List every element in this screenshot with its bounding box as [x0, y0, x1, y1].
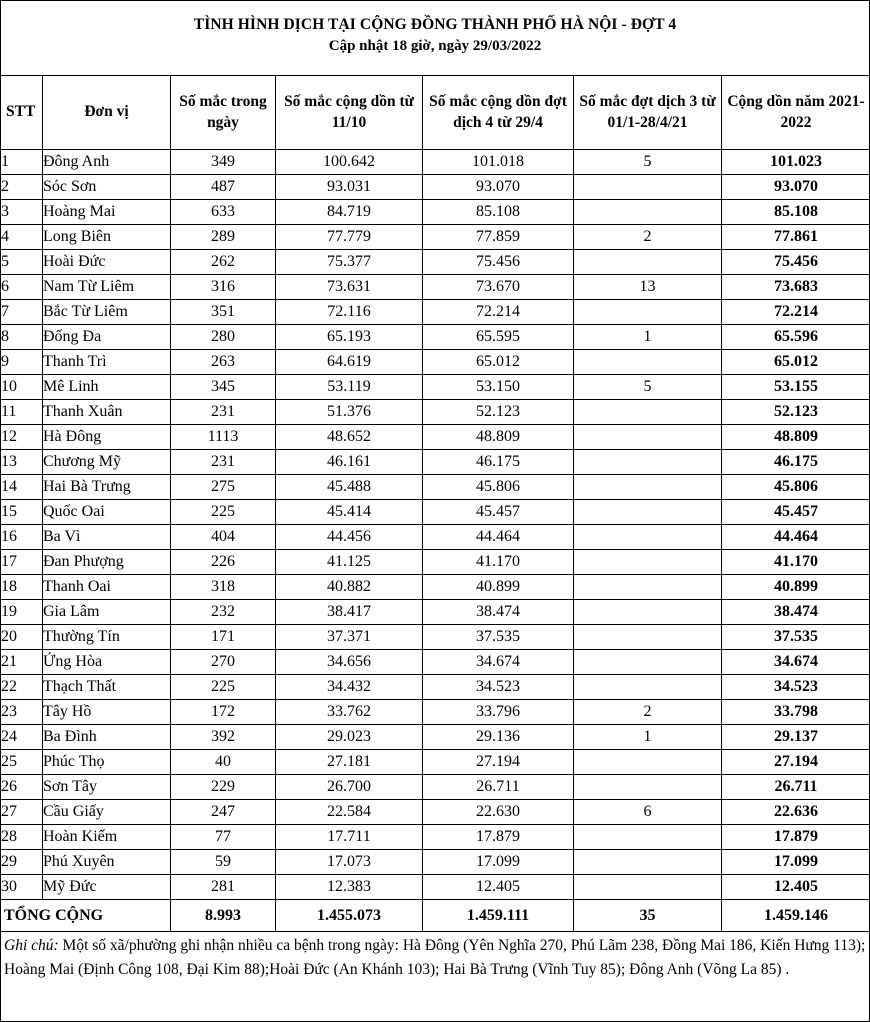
row-unit-name: Quốc Oai — [43, 500, 171, 525]
row-cumulative-wave4: 29.136 — [423, 725, 574, 750]
row-daily: 40 — [171, 750, 276, 775]
row-stt: 18 — [1, 575, 43, 600]
total-wave3: 35 — [574, 900, 722, 932]
row-total-2021-2022: 29.137 — [722, 725, 870, 750]
table-row — [1, 850, 870, 875]
row-wave3 — [574, 775, 722, 800]
row-cumulative-wave4: 45.806 — [423, 475, 574, 500]
footnote-label: Ghi chú: — [4, 937, 59, 954]
total-cumulative-1110: 1.455.073 — [276, 900, 423, 932]
row-unit-name: Ba Đình — [43, 725, 171, 750]
row-daily: 275 — [171, 475, 276, 500]
row-wave3: 2 — [574, 225, 722, 250]
row-cumulative-1110: 40.882 — [276, 575, 423, 600]
row-unit-name: Tây Hồ — [43, 700, 171, 725]
covid-cases-table — [0, 75, 870, 932]
row-total-2021-2022: 45.457 — [722, 500, 870, 525]
row-wave3 — [574, 300, 722, 325]
table-row — [1, 200, 870, 225]
row-unit-name: Thạch Thất — [43, 675, 171, 700]
report-header — [0, 0, 870, 76]
row-total-2021-2022: 27.194 — [722, 750, 870, 775]
row-daily: 345 — [171, 375, 276, 400]
row-unit-name: Sóc Sơn — [43, 175, 171, 200]
row-total-2021-2022: 45.806 — [722, 475, 870, 500]
footnote-text: Một số xã/phường ghi nhận nhiều ca bệnh trong ngày: Hà Đông (Yên Nghĩa 270, Phú Lãm 238, Đồng Mai 186, Kiến Hưng 113); Hoàng Mai (Định Công 108, Đại Kim 88);Hoài Đức (An Khánh 103); Hai Bà Trưng (Vĩnh Tuy 85); Đông Anh (Võng La 85) . — [4, 937, 866, 978]
row-unit-name: Hai Bà Trưng — [43, 475, 171, 500]
table-row — [1, 150, 870, 175]
row-unit-name: Đông Anh — [43, 150, 171, 175]
row-cumulative-1110: 12.383 — [276, 875, 423, 900]
row-wave3 — [574, 825, 722, 850]
table-row — [1, 350, 870, 375]
row-cumulative-1110: 48.652 — [276, 425, 423, 450]
row-cumulative-wave4: 38.474 — [423, 600, 574, 625]
row-cumulative-wave4: 12.405 — [423, 875, 574, 900]
row-wave3 — [574, 850, 722, 875]
row-wave3 — [574, 525, 722, 550]
row-unit-name: Bắc Từ Liêm — [43, 300, 171, 325]
row-cumulative-1110: 37.371 — [276, 625, 423, 650]
row-stt: 23 — [1, 700, 43, 725]
row-daily: 404 — [171, 525, 276, 550]
row-daily: 225 — [171, 500, 276, 525]
row-cumulative-wave4: 37.535 — [423, 625, 574, 650]
row-total-2021-2022: 41.170 — [722, 550, 870, 575]
row-unit-name: Nam Từ Liêm — [43, 275, 171, 300]
row-cumulative-wave4: 101.018 — [423, 150, 574, 175]
row-stt: 21 — [1, 650, 43, 675]
row-daily: 263 — [171, 350, 276, 375]
row-cumulative-1110: 34.432 — [276, 675, 423, 700]
row-stt: 25 — [1, 750, 43, 775]
row-daily: 225 — [171, 675, 276, 700]
row-unit-name: Hoàn Kiếm — [43, 825, 171, 850]
row-daily: 77 — [171, 825, 276, 850]
row-unit-name: Đan Phượng — [43, 550, 171, 575]
footnote — [4, 934, 866, 982]
row-unit-name: Hoàng Mai — [43, 200, 171, 225]
row-stt: 12 — [1, 425, 43, 450]
row-total-2021-2022: 17.879 — [722, 825, 870, 850]
row-daily: 232 — [171, 600, 276, 625]
row-total-2021-2022: 53.155 — [722, 375, 870, 400]
row-cumulative-wave4: 33.796 — [423, 700, 574, 725]
row-cumulative-1110: 29.023 — [276, 725, 423, 750]
row-daily: 171 — [171, 625, 276, 650]
row-daily: 633 — [171, 200, 276, 225]
row-cumulative-1110: 44.456 — [276, 525, 423, 550]
table-row — [1, 875, 870, 900]
row-wave3 — [574, 450, 722, 475]
row-total-2021-2022: 38.474 — [722, 600, 870, 625]
row-unit-name: Ba Vì — [43, 525, 171, 550]
row-stt: 1 — [1, 150, 43, 175]
table-row — [1, 650, 870, 675]
row-wave3: 5 — [574, 150, 722, 175]
row-stt: 19 — [1, 600, 43, 625]
table-row — [1, 700, 870, 725]
row-cumulative-wave4: 65.012 — [423, 350, 574, 375]
column-header-cumulative-1110: Số mắc cộng dồn từ 11/10 — [276, 76, 423, 150]
row-stt: 29 — [1, 850, 43, 875]
row-wave3 — [574, 400, 722, 425]
row-cumulative-wave4: 46.175 — [423, 450, 574, 475]
row-daily: 318 — [171, 575, 276, 600]
row-cumulative-1110: 45.488 — [276, 475, 423, 500]
row-stt: 13 — [1, 450, 43, 475]
table-row — [1, 400, 870, 425]
row-cumulative-wave4: 22.630 — [423, 800, 574, 825]
row-cumulative-1110: 51.376 — [276, 400, 423, 425]
table-row — [1, 450, 870, 475]
row-cumulative-wave4: 65.595 — [423, 325, 574, 350]
column-header-cumulative-wave4: Số mắc cộng dồn đợt dịch 4 từ 29/4 — [423, 76, 574, 150]
row-unit-name: Mê Linh — [43, 375, 171, 400]
row-cumulative-1110: 17.711 — [276, 825, 423, 850]
row-cumulative-1110: 33.762 — [276, 700, 423, 725]
row-cumulative-1110: 34.656 — [276, 650, 423, 675]
row-daily: 316 — [171, 275, 276, 300]
table-row — [1, 775, 870, 800]
row-cumulative-1110: 84.719 — [276, 200, 423, 225]
row-unit-name: Phúc Thọ — [43, 750, 171, 775]
row-daily: 349 — [171, 150, 276, 175]
row-daily: 281 — [171, 875, 276, 900]
row-cumulative-1110: 93.031 — [276, 175, 423, 200]
total-daily: 8.993 — [171, 900, 276, 932]
row-cumulative-1110: 73.631 — [276, 275, 423, 300]
total-2021-2022: 1.459.146 — [722, 900, 870, 932]
row-wave3 — [574, 625, 722, 650]
row-stt: 17 — [1, 550, 43, 575]
row-wave3: 13 — [574, 275, 722, 300]
table-body — [1, 150, 870, 900]
row-cumulative-wave4: 53.150 — [423, 375, 574, 400]
column-header-wave3: Số mắc đợt dịch 3 từ 01/1-28/4/21 — [574, 76, 722, 150]
row-stt: 8 — [1, 325, 43, 350]
row-daily: 247 — [171, 800, 276, 825]
table-row — [1, 525, 870, 550]
row-total-2021-2022: 77.861 — [722, 225, 870, 250]
row-wave3 — [574, 425, 722, 450]
row-wave3 — [574, 175, 722, 200]
row-total-2021-2022: 46.175 — [722, 450, 870, 475]
row-stt: 5 — [1, 250, 43, 275]
table-row — [1, 475, 870, 500]
row-unit-name: Long Biên — [43, 225, 171, 250]
row-wave3 — [574, 250, 722, 275]
row-total-2021-2022: 101.023 — [722, 150, 870, 175]
row-unit-name: Phú Xuyên — [43, 850, 171, 875]
row-wave3 — [574, 500, 722, 525]
row-daily: 226 — [171, 550, 276, 575]
row-cumulative-wave4: 17.879 — [423, 825, 574, 850]
row-total-2021-2022: 12.405 — [722, 875, 870, 900]
row-stt: 4 — [1, 225, 43, 250]
row-cumulative-wave4: 75.456 — [423, 250, 574, 275]
row-stt: 7 — [1, 300, 43, 325]
row-total-2021-2022: 37.535 — [722, 625, 870, 650]
row-wave3: 6 — [574, 800, 722, 825]
table-row — [1, 225, 870, 250]
row-total-2021-2022: 33.798 — [722, 700, 870, 725]
row-wave3 — [574, 750, 722, 775]
column-header-stt: STT — [1, 76, 43, 150]
table-row — [1, 275, 870, 300]
table-row — [1, 500, 870, 525]
row-daily: 231 — [171, 400, 276, 425]
row-cumulative-1110: 45.414 — [276, 500, 423, 525]
row-stt: 6 — [1, 275, 43, 300]
row-unit-name: Đống Đa — [43, 325, 171, 350]
row-cumulative-wave4: 52.123 — [423, 400, 574, 425]
row-daily: 59 — [171, 850, 276, 875]
row-cumulative-wave4: 17.099 — [423, 850, 574, 875]
table-row — [1, 300, 870, 325]
row-total-2021-2022: 93.070 — [722, 175, 870, 200]
row-cumulative-wave4: 44.464 — [423, 525, 574, 550]
row-stt: 15 — [1, 500, 43, 525]
row-daily: 351 — [171, 300, 276, 325]
row-total-2021-2022: 75.456 — [722, 250, 870, 275]
row-unit-name: Cầu Giấy — [43, 800, 171, 825]
row-cumulative-1110: 22.584 — [276, 800, 423, 825]
row-cumulative-wave4: 26.711 — [423, 775, 574, 800]
row-unit-name: Hà Đông — [43, 425, 171, 450]
row-unit-name: Thanh Xuân — [43, 400, 171, 425]
row-cumulative-wave4: 41.170 — [423, 550, 574, 575]
row-cumulative-wave4: 40.899 — [423, 575, 574, 600]
table-row — [1, 600, 870, 625]
row-unit-name: Thường Tín — [43, 625, 171, 650]
row-stt: 30 — [1, 875, 43, 900]
row-cumulative-1110: 27.181 — [276, 750, 423, 775]
row-wave3: 1 — [574, 325, 722, 350]
row-total-2021-2022: 34.674 — [722, 650, 870, 675]
row-cumulative-1110: 38.417 — [276, 600, 423, 625]
row-cumulative-wave4: 45.457 — [423, 500, 574, 525]
row-wave3 — [574, 650, 722, 675]
row-stt: 16 — [1, 525, 43, 550]
row-total-2021-2022: 40.899 — [722, 575, 870, 600]
row-stt: 3 — [1, 200, 43, 225]
row-cumulative-wave4: 34.523 — [423, 675, 574, 700]
row-wave3: 1 — [574, 725, 722, 750]
row-cumulative-wave4: 77.859 — [423, 225, 574, 250]
row-daily: 1113 — [171, 425, 276, 450]
row-stt: 27 — [1, 800, 43, 825]
row-cumulative-1110: 53.119 — [276, 375, 423, 400]
report-title: TÌNH HÌNH DỊCH TẠI CỘNG ĐỒNG THÀNH PHỐ HÀ NỘI - ĐỢT 4 — [193, 16, 677, 33]
table-row — [1, 725, 870, 750]
row-cumulative-wave4: 34.674 — [423, 650, 574, 675]
row-stt: 24 — [1, 725, 43, 750]
row-stt: 20 — [1, 625, 43, 650]
row-daily: 392 — [171, 725, 276, 750]
row-unit-name: Thanh Oai — [43, 575, 171, 600]
row-cumulative-1110: 17.073 — [276, 850, 423, 875]
row-daily: 231 — [171, 450, 276, 475]
table-row — [1, 375, 870, 400]
row-total-2021-2022: 72.214 — [722, 300, 870, 325]
row-wave3 — [574, 475, 722, 500]
row-daily: 270 — [171, 650, 276, 675]
table-row — [1, 175, 870, 200]
table-row — [1, 425, 870, 450]
row-unit-name: Hoài Đức — [43, 250, 171, 275]
row-wave3 — [574, 575, 722, 600]
row-unit-name: Gia Lâm — [43, 600, 171, 625]
column-header-total-2021-2022: Cộng dồn năm 2021-2022 — [722, 76, 870, 150]
column-header-daily: Số mắc trong ngày — [171, 76, 276, 150]
table-header-row — [1, 76, 870, 150]
table-row — [1, 675, 870, 700]
total-row — [1, 900, 870, 932]
row-stt: 11 — [1, 400, 43, 425]
row-stt: 26 — [1, 775, 43, 800]
row-stt: 28 — [1, 825, 43, 850]
row-wave3 — [574, 350, 722, 375]
row-stt: 14 — [1, 475, 43, 500]
row-cumulative-1110: 65.193 — [276, 325, 423, 350]
row-cumulative-wave4: 85.108 — [423, 200, 574, 225]
row-total-2021-2022: 65.012 — [722, 350, 870, 375]
table-row — [1, 250, 870, 275]
row-total-2021-2022: 34.523 — [722, 675, 870, 700]
row-cumulative-1110: 77.779 — [276, 225, 423, 250]
table-row — [1, 550, 870, 575]
row-stt: 9 — [1, 350, 43, 375]
row-total-2021-2022: 22.636 — [722, 800, 870, 825]
column-header-unit: Đơn vị — [43, 76, 171, 150]
row-unit-name: Sơn Tây — [43, 775, 171, 800]
row-stt: 10 — [1, 375, 43, 400]
row-cumulative-1110: 75.377 — [276, 250, 423, 275]
row-wave3 — [574, 875, 722, 900]
table-row — [1, 825, 870, 850]
row-unit-name: Chương Mỹ — [43, 450, 171, 475]
report-subtitle: Cập nhật 18 giờ, ngày 29/03/2022 — [328, 38, 542, 54]
row-total-2021-2022: 26.711 — [722, 775, 870, 800]
row-cumulative-1110: 64.619 — [276, 350, 423, 375]
row-wave3 — [574, 550, 722, 575]
row-daily: 262 — [171, 250, 276, 275]
row-cumulative-wave4: 93.070 — [423, 175, 574, 200]
row-unit-name: Mỹ Đức — [43, 875, 171, 900]
row-cumulative-wave4: 73.670 — [423, 275, 574, 300]
row-daily: 289 — [171, 225, 276, 250]
row-wave3: 2 — [574, 700, 722, 725]
row-cumulative-1110: 100.642 — [276, 150, 423, 175]
table-row — [1, 800, 870, 825]
row-daily: 229 — [171, 775, 276, 800]
total-cumulative-wave4: 1.459.111 — [423, 900, 574, 932]
total-label: TỔNG CỘNG — [1, 900, 171, 932]
row-daily: 172 — [171, 700, 276, 725]
row-wave3: 5 — [574, 375, 722, 400]
row-total-2021-2022: 44.464 — [722, 525, 870, 550]
row-daily: 280 — [171, 325, 276, 350]
row-stt: 2 — [1, 175, 43, 200]
row-unit-name: Thanh Trì — [43, 350, 171, 375]
row-total-2021-2022: 85.108 — [722, 200, 870, 225]
row-total-2021-2022: 65.596 — [722, 325, 870, 350]
row-wave3 — [574, 600, 722, 625]
table-row — [1, 575, 870, 600]
row-cumulative-1110: 26.700 — [276, 775, 423, 800]
row-cumulative-wave4: 27.194 — [423, 750, 574, 775]
table-row — [1, 625, 870, 650]
row-stt: 22 — [1, 675, 43, 700]
row-cumulative-1110: 72.116 — [276, 300, 423, 325]
row-cumulative-wave4: 48.809 — [423, 425, 574, 450]
row-unit-name: Ứng Hòa — [43, 650, 171, 675]
row-wave3 — [574, 200, 722, 225]
row-daily: 487 — [171, 175, 276, 200]
row-total-2021-2022: 73.683 — [722, 275, 870, 300]
row-total-2021-2022: 52.123 — [722, 400, 870, 425]
row-wave3 — [574, 675, 722, 700]
row-cumulative-1110: 41.125 — [276, 550, 423, 575]
row-total-2021-2022: 48.809 — [722, 425, 870, 450]
row-cumulative-wave4: 72.214 — [423, 300, 574, 325]
row-total-2021-2022: 17.099 — [722, 850, 870, 875]
table-row — [1, 325, 870, 350]
row-cumulative-1110: 46.161 — [276, 450, 423, 475]
table-row — [1, 750, 870, 775]
